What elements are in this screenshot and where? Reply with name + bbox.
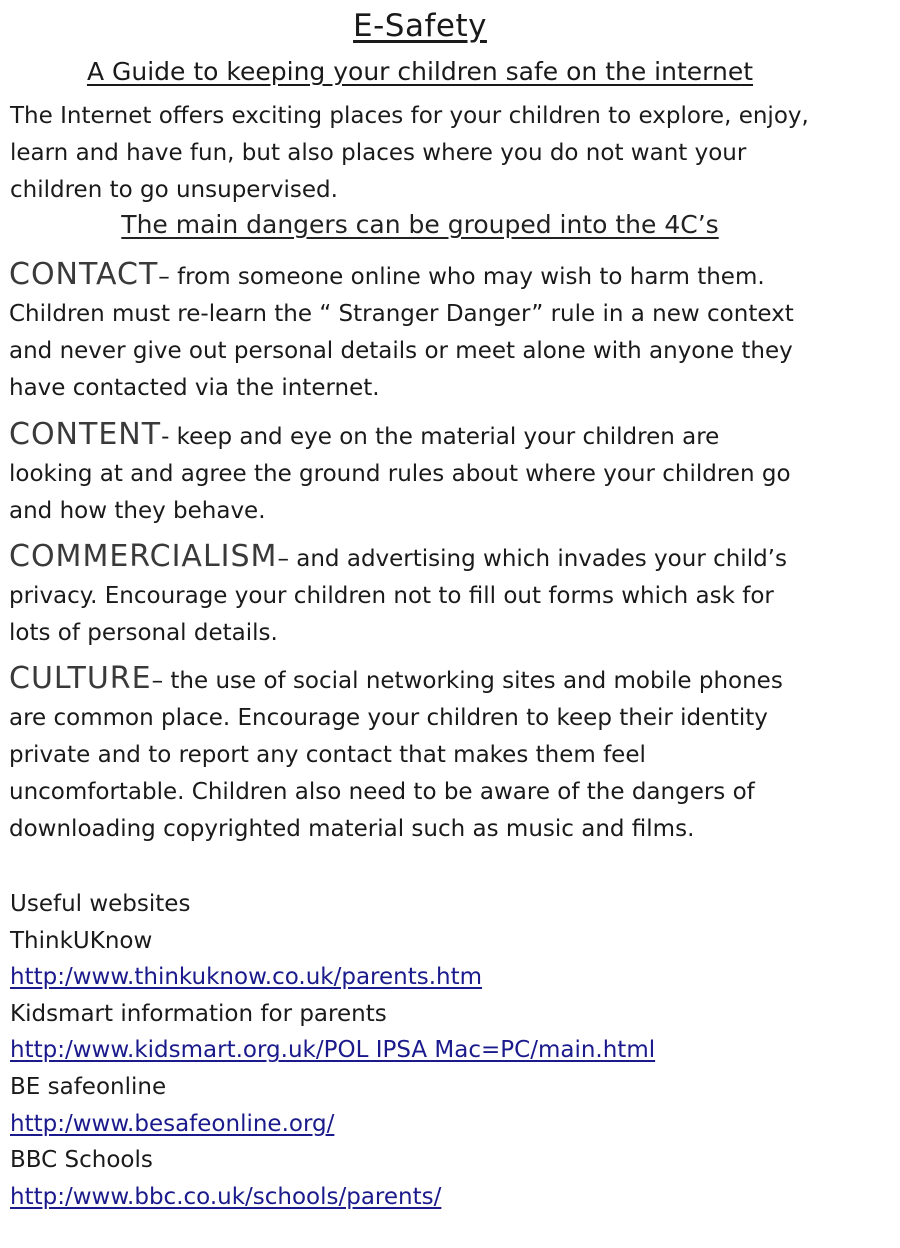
website-link-row [10,1106,870,1143]
website-name: BE safeonline [10,1073,167,1100]
website-name: ThinkUKnow [10,927,153,954]
section-commercialism [9,538,859,652]
section-text: - keep and eye on the material your children are [161,424,720,450]
section-text: – from someone online who may wish to harm them. [158,264,765,290]
section-text: are common place. Encourage your children to keep their identity [9,705,768,731]
section-text: uncomfortable. Children also need to be aware of the dangers of [9,779,755,805]
intro-paragraph [10,98,850,209]
website-name: BBC Schools [10,1147,153,1174]
intro-line: learn and have fun, but also places where you do not want your [10,140,747,166]
section-text: lots of personal details. [9,620,278,646]
section-content [9,416,859,530]
section-keyword: CONTACT [9,257,159,292]
website-link-row [10,1179,870,1216]
page-title: E-Safety [353,8,487,44]
section-keyword: CONTENT [9,417,162,452]
section-text: – and advertising which invades your child’s [277,546,787,572]
section-text: private and to report any contact that makes them feel [9,742,646,768]
website-link-besafeonline[interactable]: http:/www.besafeonline.org/ [10,1110,335,1137]
section-keyword: CULTURE [9,661,152,696]
website-link-row [10,959,870,996]
section-first-line [9,256,859,296]
section-text: Children must re-learn the “ Stranger Danger” rule in a new context [9,301,794,327]
section-first-line [9,538,859,578]
section-text: and how they behave. [9,498,266,524]
dangers-heading: The main dangers can be grouped into the 4C’s [121,210,719,239]
intro-line: children to go unsupervised. [10,177,338,203]
website-link-thinkuknow[interactable]: http:/www.thinkuknow.co.uk/parents.htm [10,964,483,991]
website-link-kidsmart[interactable]: http:/www.kidsmart.org.uk/POL IPSA Mac=PC/main.html [10,1037,656,1064]
website-link-bbc-schools[interactable]: http:/www.bbc.co.uk/schools/parents/ [10,1183,442,1210]
section-text: downloading copyrighted material such as music and films. [9,816,695,842]
intro-line: The Internet offers exciting places for your children to explore, enjoy, [10,103,809,129]
section-text: – the use of social networking sites and mobile phones [151,668,783,694]
websites-heading: Useful websites [10,891,191,917]
section-keyword: COMMERCIALISM [9,539,278,574]
section-first-line [9,660,859,700]
section-first-line [9,416,859,456]
page-subtitle: A Guide to keeping your children safe on the internet [86,57,754,86]
section-text: and never give out personal details or meet alone with anyone they [9,338,793,364]
section-culture [9,660,859,848]
website-link-row [10,1032,870,1069]
website-name: Kidsmart information for parents [10,1000,387,1027]
section-contact [9,256,859,407]
section-text: looking at and agree the ground rules about where your children go [9,461,791,487]
useful-websites [10,886,870,1215]
section-text: have contacted via the internet. [9,375,380,401]
section-text: privacy. Encourage your children not to fill out forms which ask for [9,583,774,609]
